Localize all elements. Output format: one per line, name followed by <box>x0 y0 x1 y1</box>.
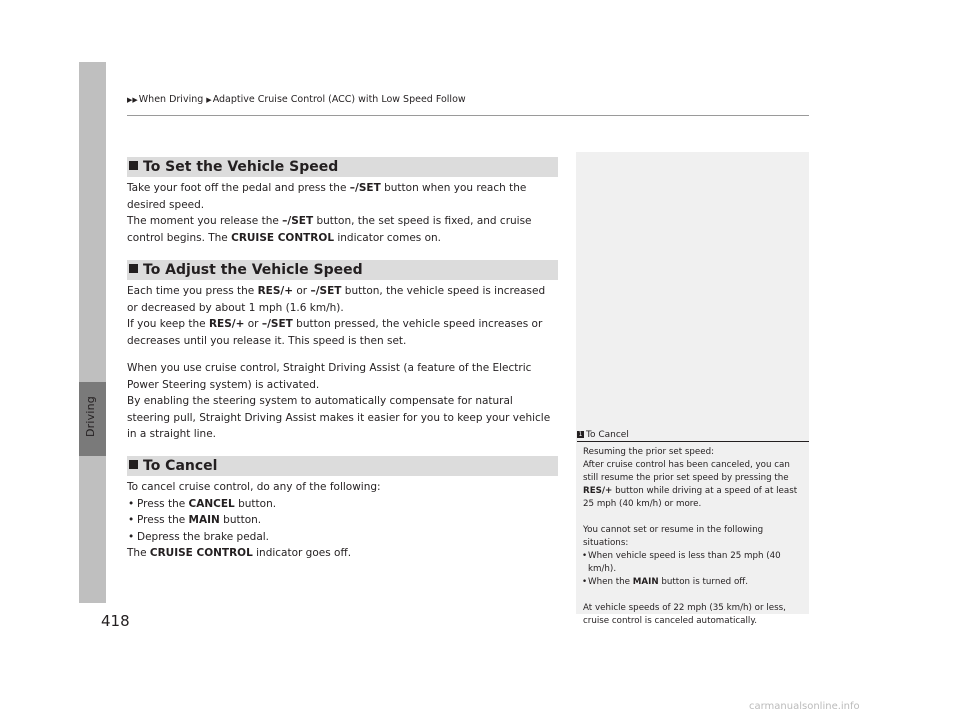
note-number-icon: 1 <box>578 431 583 438</box>
arrow-right-icon: ▶ <box>206 96 212 104</box>
list-item: • Press the MAIN button. <box>127 512 559 529</box>
breadcrumb <box>127 94 466 105</box>
section-heading-set: To Set the Vehicle Speed <box>127 157 558 177</box>
list-item: • When vehicle speed is less than 25 mph (40 km/h). <box>583 550 805 576</box>
header-divider <box>127 115 809 116</box>
side-note-title: 1 To Cancel <box>577 430 809 442</box>
breadcrumb-item[interactable]: Adaptive Cruise Control (ACC) with Low Speed Follow <box>212 94 466 105</box>
section-heading-cancel: To Cancel <box>127 456 558 476</box>
square-bullet-icon <box>129 264 138 273</box>
paragraph: Take your foot off the pedal and press the –/SET button when you reach the desired speed. The moment you release the –/SET button, the set speed is fixed, and cruise control begins. The CRUISE CONTROL indicator comes on. <box>127 182 532 244</box>
list-item: • When the MAIN button is turned off. <box>583 576 805 589</box>
list-intro: To cancel cruise control, do any of the following: <box>127 481 381 493</box>
paragraph: Each time you press the RES/+ or –/SET button, the vehicle speed is increased or decreased by about 1 mph (1.6 km/h). If you keep the RES/+ or –/SET button pressed, the vehicle speed increases or decreases until you release it. This speed is then set. <box>127 285 546 347</box>
cancel-list <box>127 479 559 562</box>
arrow-right-icon: ▶▶ <box>127 96 138 104</box>
square-bullet-icon <box>129 161 138 170</box>
paragraph: When you use cruise control, Straight Driving Assist (a feature of the Electric Power Steering system) is activated. By enabling the steering system to automatically compensate for natural steering pull, Straight Driving Assist makes it easier for you to keep your vehicle in a straight line. <box>127 362 551 440</box>
page-number: 418 <box>101 612 130 630</box>
list-item: • Depress the brake pedal. <box>127 529 559 546</box>
watermark: carmanualsonline.info <box>749 701 860 712</box>
breadcrumb-item[interactable]: When Driving <box>138 94 204 105</box>
list-item: • Press the CANCEL button. <box>127 496 559 513</box>
side-note-body: Resuming the prior set speed: After cruise control has been canceled, you can still resume the prior set speed by pressing the RES/+ button while driving at a speed of at least 25 mph (40 km/h) or more. You cannot set or resume in the following situations: • When vehicle speed is less than 25 mph (40 km/h). • When the MAIN button is turned off. At vehicle speeds of 22 mph (35 km/h) or less, cruise control is canceled automatically. <box>583 446 805 628</box>
section-heading-adjust: To Adjust the Vehicle Speed <box>127 260 558 280</box>
chapter-label: Driving <box>84 396 97 437</box>
chapter-tab <box>79 62 106 603</box>
square-bullet-icon <box>129 460 138 469</box>
list-outro: The CRUISE CONTROL indicator goes off. <box>127 547 352 559</box>
